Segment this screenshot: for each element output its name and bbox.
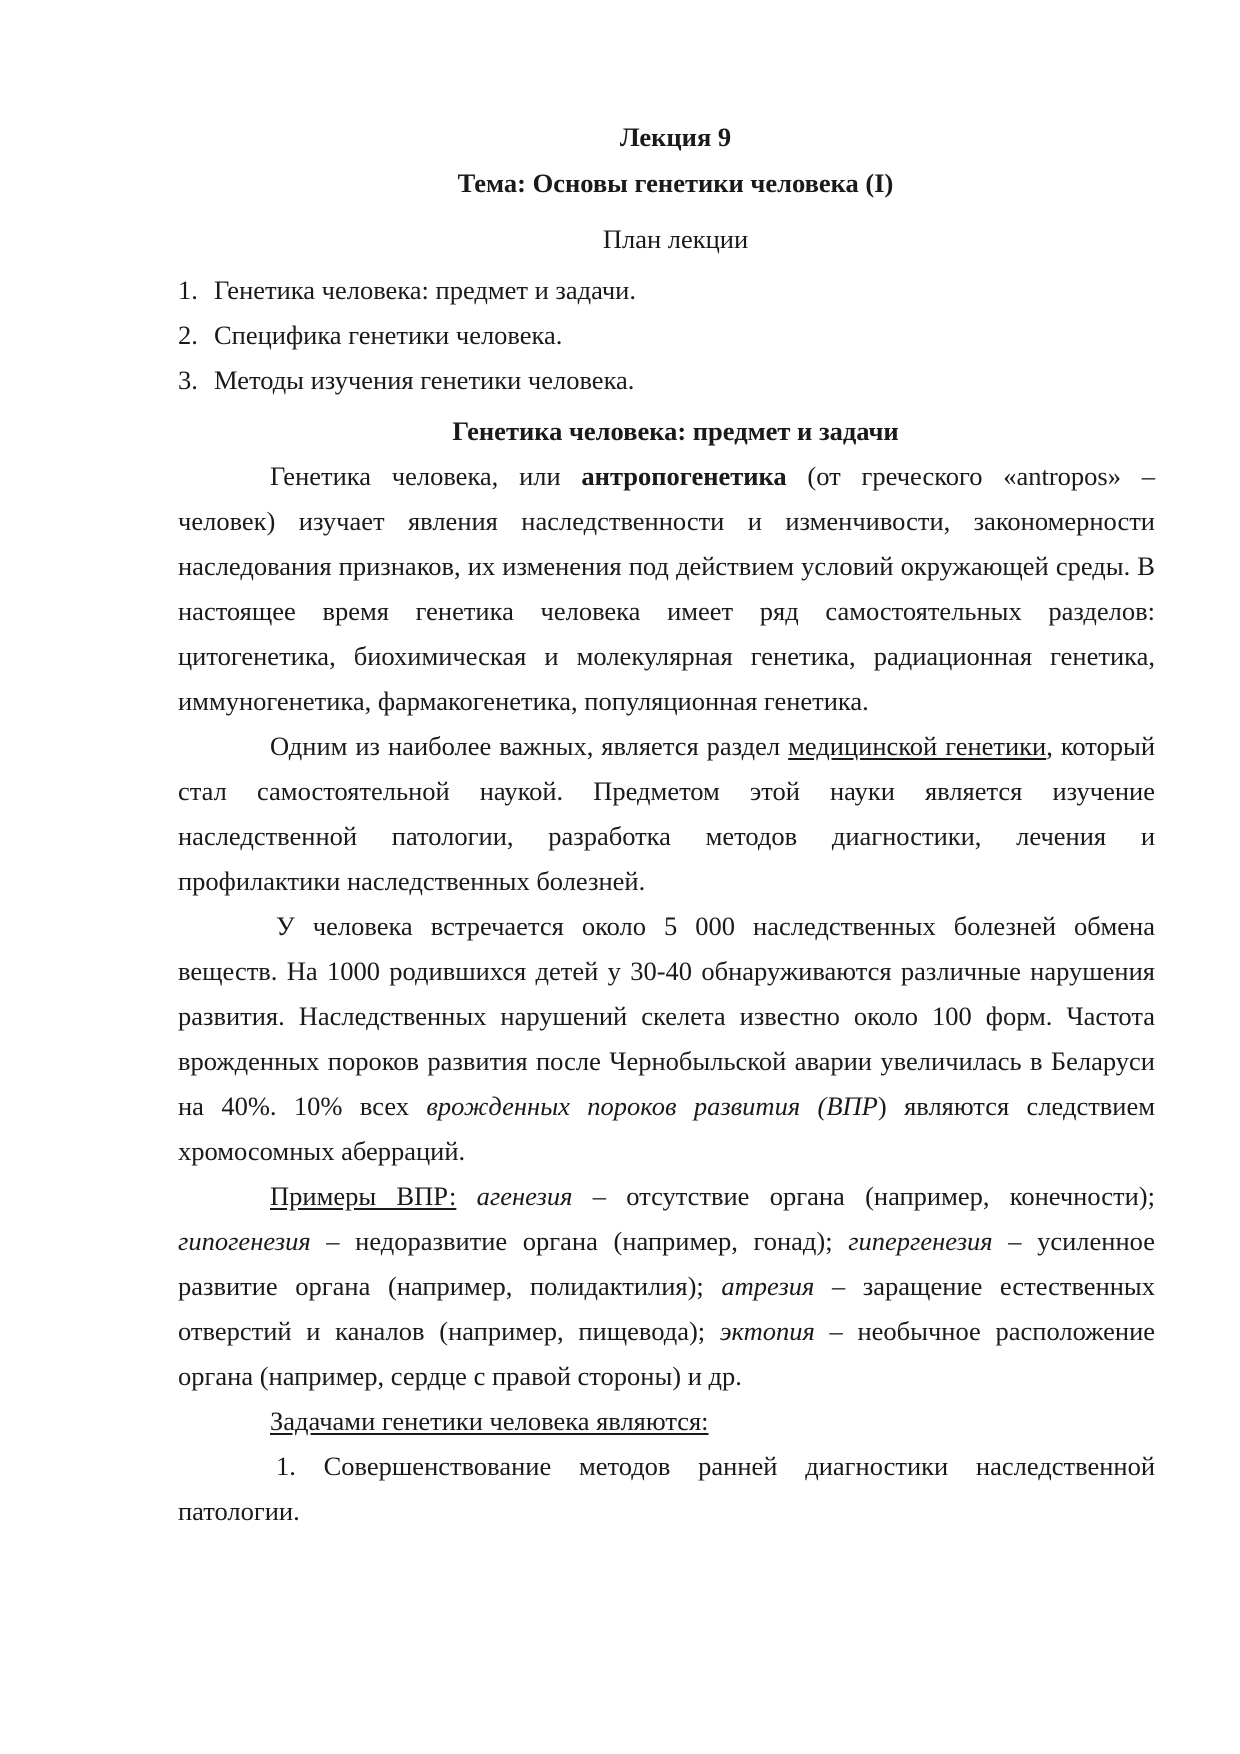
lecture-number: Лекция 9 xyxy=(619,122,732,152)
paragraph-text: , который стал самостоятельной наукой. Предметом этой науки является изучение наследственной патологии, разработка методов диагностики, лечения и профилактики наследственных болезней. xyxy=(178,731,1155,896)
examples-label: Примеры ВПР: xyxy=(270,1181,457,1211)
term-italic: эктопия xyxy=(719,1316,815,1346)
paragraph-text: – заращение естественных отверстий и каналов (например, пищевода); xyxy=(178,1271,1155,1346)
plan-item-number: 3. xyxy=(178,365,198,395)
term-italic: гипогенезия xyxy=(178,1226,311,1256)
paragraph-text: – усиленное развитие органа (например, полидактилия); xyxy=(178,1226,1155,1301)
term-italic: атрезия xyxy=(721,1271,815,1301)
paragraph-examples xyxy=(178,1174,1155,1399)
paragraph-text: (от греческого «antropos» – человек) изучает явления наследственности и изменчивости, закономерности наследования признаков, их изменения под действием условий окружающей среды. В настоящее время генетика человека имеет ряд самостоятельных разделов: цитогенетика, биохимическая и молекулярная генетика, радиационная генетика, иммуногенетика, фармакогенетика, популяционная генетика. xyxy=(178,461,1155,716)
lecture-topic: Тема: Основы генетики человека (I) xyxy=(457,168,894,198)
section-title: Генетика человека: предмет и задачи xyxy=(452,416,899,446)
plan-item xyxy=(178,313,1155,358)
paragraph-definition xyxy=(178,454,1155,724)
document-page xyxy=(178,118,1155,1534)
paragraph-statistics xyxy=(178,904,1155,1174)
term-italic: гипергенезия xyxy=(848,1226,993,1256)
paragraph-text: У человека встречается около 5 000 наследственных болезней обмена веществ. На 1000 родившихся детей у 30-40 обнаруживаются различные нарушения развития. Наследственных нарушений скелета известно около 100 форм. Частота врожденных пороков развития после Чернобыльской аварии увеличилась в Беларуси на 40%. 10% всех xyxy=(178,911,1155,1121)
plan-title: План лекции xyxy=(602,224,749,254)
plan-item-number: 1. xyxy=(178,275,198,305)
plan-list xyxy=(178,268,1155,403)
plan-item xyxy=(178,358,1155,403)
tasks-heading: Задачами генетики человека являются: xyxy=(270,1406,709,1436)
paragraph-text: Генетика человека, или xyxy=(270,461,582,491)
term-italic: врожденных пороков развития (ВПР xyxy=(426,1091,878,1121)
tasks-heading-paragraph xyxy=(178,1399,1155,1444)
paragraph-text: Одним из наиболее важных, является раздел xyxy=(270,731,789,761)
plan-item-text: Методы изучения генетики человека. xyxy=(214,365,635,395)
tasks-item-1: 1. Совершенствование методов ранней диагностики наследственной патологии. xyxy=(178,1451,1155,1526)
paragraph-medical-genetics xyxy=(178,724,1155,904)
plan-item xyxy=(178,268,1155,313)
term-italic: агенезия xyxy=(476,1181,573,1211)
paragraph-text: ) являются следствием хромосомных аберраций. xyxy=(178,1091,1156,1166)
plan-item-number: 2. xyxy=(178,320,198,350)
plan-item-text: Генетика человека: предмет и задачи. xyxy=(214,275,636,305)
paragraph-text: – отсутствие органа (например, конечности); xyxy=(572,1181,1155,1211)
term-underlined: медицинской генетики xyxy=(788,731,1047,761)
paragraph-text: – недоразвитие органа (например, гонад); xyxy=(310,1226,849,1256)
paragraph-text: – необычное расположение органа (например, сердце с правой стороны) и др. xyxy=(178,1316,1156,1391)
term-bold: антропогенетика xyxy=(581,461,787,491)
plan-item-text: Специфика генетики человека. xyxy=(214,320,563,350)
